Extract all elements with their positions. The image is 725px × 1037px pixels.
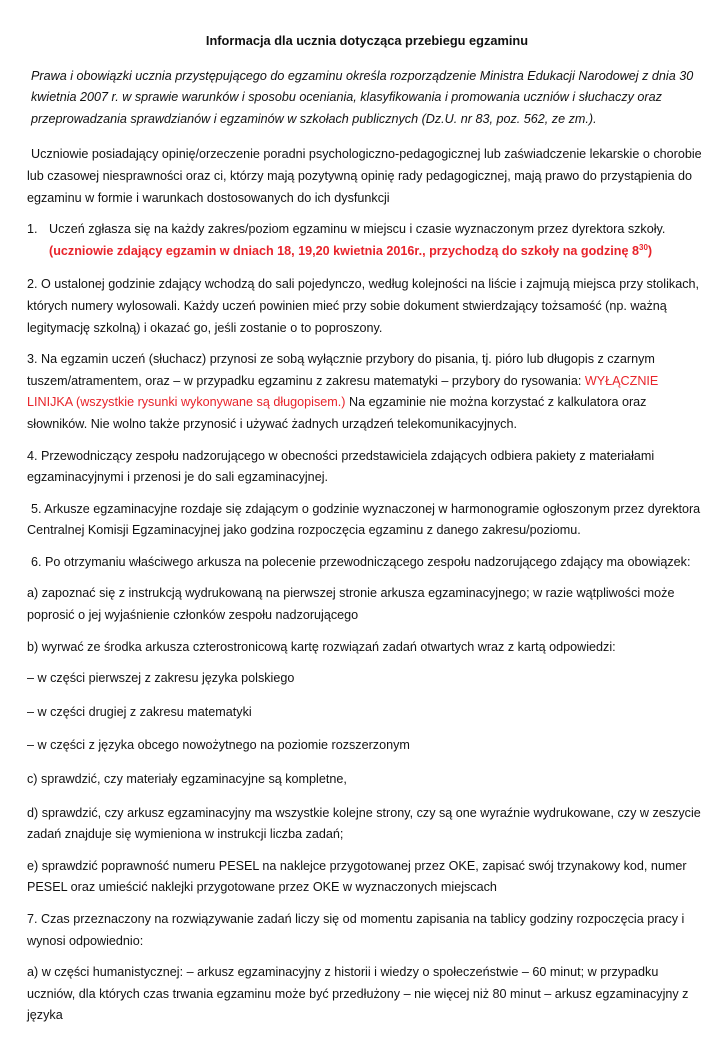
item-6-paragraph: 6. Po otrzymaniu właściwego arkusza na polecenie przewodniczącego zespołu nadzorującego zdający ma obowiązek:: [31, 554, 691, 569]
list-item-number: 1.: [27, 222, 38, 237]
item-5-paragraph: 5. Arkusze egzaminacyjne rozdaje się zdającym o godzinie wyznaczonej w harmonogramie ogłoszonym przez dyrektora Centralnej Komisji Egzaminacyjnej jako godzina rozpoczęcia egzaminu z danego zakresu/poziomu.: [27, 501, 701, 538]
item-7-paragraph: 7. Czas przeznaczony na rozwiązywanie zadań liczy się od momentu zapisania na tablicy godziny rozpoczęcia pracy i wynosi odpowiednio:: [27, 912, 685, 948]
list-item-1: [27, 219, 707, 262]
opinion-paragraph: Uczniowie posiadający opinię/orzeczenie poradni psychologiczno-pedagogicznej lub zaświadczenie lekarskie o chorobie lub czasowej niesprawności oraz ci, którzy mają pozytywną opinię rady pedagogicznej, mają prawo do przystąpienia do egzaminu w formie i warunkach dostosowanych do ich dysfunkcji: [27, 147, 702, 205]
item-4-paragraph: 4. Przewodniczący zespołu nadzorującego w obecności przedstawiciela zdających odbiera pakiety z materiałami egzaminacyjnymi i przenosi je do sali egzaminacyjnej.: [27, 448, 655, 485]
document-page: [27, 30, 707, 1037]
item-2-paragraph: 2. O ustalonej godzinie zdający wchodzą do sali pojedynczo, według kolejności na liście i zajmują miejsca przy stolikach, których numery wylosowali. Każdy uczeń powinien mieć przy sobie dokument stwierdzający tożsamość (np. ważną legitymację szkolną) i okazać go, jeśli zostanie o to poproszony.: [27, 277, 700, 335]
document-title: Informacja dla ucznia dotycząca przebiegu egzaminu: [205, 33, 529, 48]
item-7a-paragraph: a) w części humanistycznej: – arkusz egzaminacyjny z historii i wiedzy o społeczeństwie – 60 minut; w przypadku uczniów, dla których czas trwania egzaminu może być przedłużony – nie więcej niż 80 minut – arkusz egzaminacyjny z języka: [27, 965, 689, 1023]
item-6b-paragraph: b) wyrwać ze środka arkusza czterostronicową kartę rozwiązań zadań otwartych wraz z kartą odpowiedzi:: [27, 639, 616, 654]
dash-item-math: – w części drugiej z zakresu matematyki: [27, 704, 252, 719]
item-3-paragraph: 3. Na egzamin uczeń (słuchacz) przynosi ze sobą wyłącznie przybory do pisania, tj. pióro lub długopis z czarnym tuszem/atramentem, oraz – w przypadku egzaminu z zakresu matematyki – przybory do rysowania: WYŁĄCZNIE LINIJKA (wszystkie rysunki wykonywane są długopisem.) Na egzaminie nie można korzystać z kalkulatora oraz słowników. Nie wolno także przynosić i używać żadnych urządzeń telekomunikacyjnych.: [27, 352, 659, 431]
item1-text: Uczeń zgłasza się na każdy zakres/poziom egzaminu w miejscu i czasie wyznaczonym przez dyrektora szkoły.: [49, 222, 666, 237]
dash-item-language: – w części z języka obcego nowożytnego na poziomie rozszerzonym: [27, 738, 410, 753]
dash-item-polish: – w części pierwszej z zakresu języka polskiego: [27, 671, 295, 686]
item-6a-paragraph: a) zapoznać się z instrukcją wydrukowaną na pierwszej stronie arkusza egzaminacyjnego; w razie wątpliwości może poprosić o jej wyjaśnienie członków zespołu nadzorującego: [27, 586, 675, 623]
item-6c-paragraph: c) sprawdzić, czy materiały egzaminacyjne są kompletne,: [27, 772, 347, 787]
item-6e-paragraph: e) sprawdzić poprawność numeru PESEL na naklejce przygotowanej przez OKE, zapisać swój trzynakowy kod, numer PESEL oraz umieścić naklejki przygotowane przez OKE w wyznaczonych miejscach: [27, 858, 687, 895]
item-6d-paragraph: d) sprawdzić, czy arkusz egzaminacyjny ma wszystkie kolejne strony, czy są one wyraźnie wydrukowane, czy w zeszycie zadań znajduje się wymieniona w instrukcji liczba zadań;: [27, 805, 701, 842]
intro-paragraph: Prawa i obowiązki ucznia przystępującego do egzaminu określa rozporządzenie Ministra Edukacji Narodowej z dnia 30 kwietnia 2007 r. w sprawie warunków i sposobu oceniania, klasyfikowania i promowania uczniów i słuchaczy oraz przeprowadzania sprawdzianów i egzaminów w szkołach publicznych (Dz.U. nr 83, poz. 562, ze zm.).: [31, 68, 694, 126]
numbered-list: [27, 219, 707, 262]
item1-red-note: (uczniowie zdający egzamin w dniach 18, 19,20 kwietnia 2016r., przychodzą do szkoły na godzinę $8^{30}$): [49, 242, 653, 258]
hour-superscript: 30: [639, 242, 648, 252]
item3-red-note: WYŁĄCZNIE LINIJKA (wszystkie rysunki wykonywane są długopisem.): [27, 373, 659, 410]
